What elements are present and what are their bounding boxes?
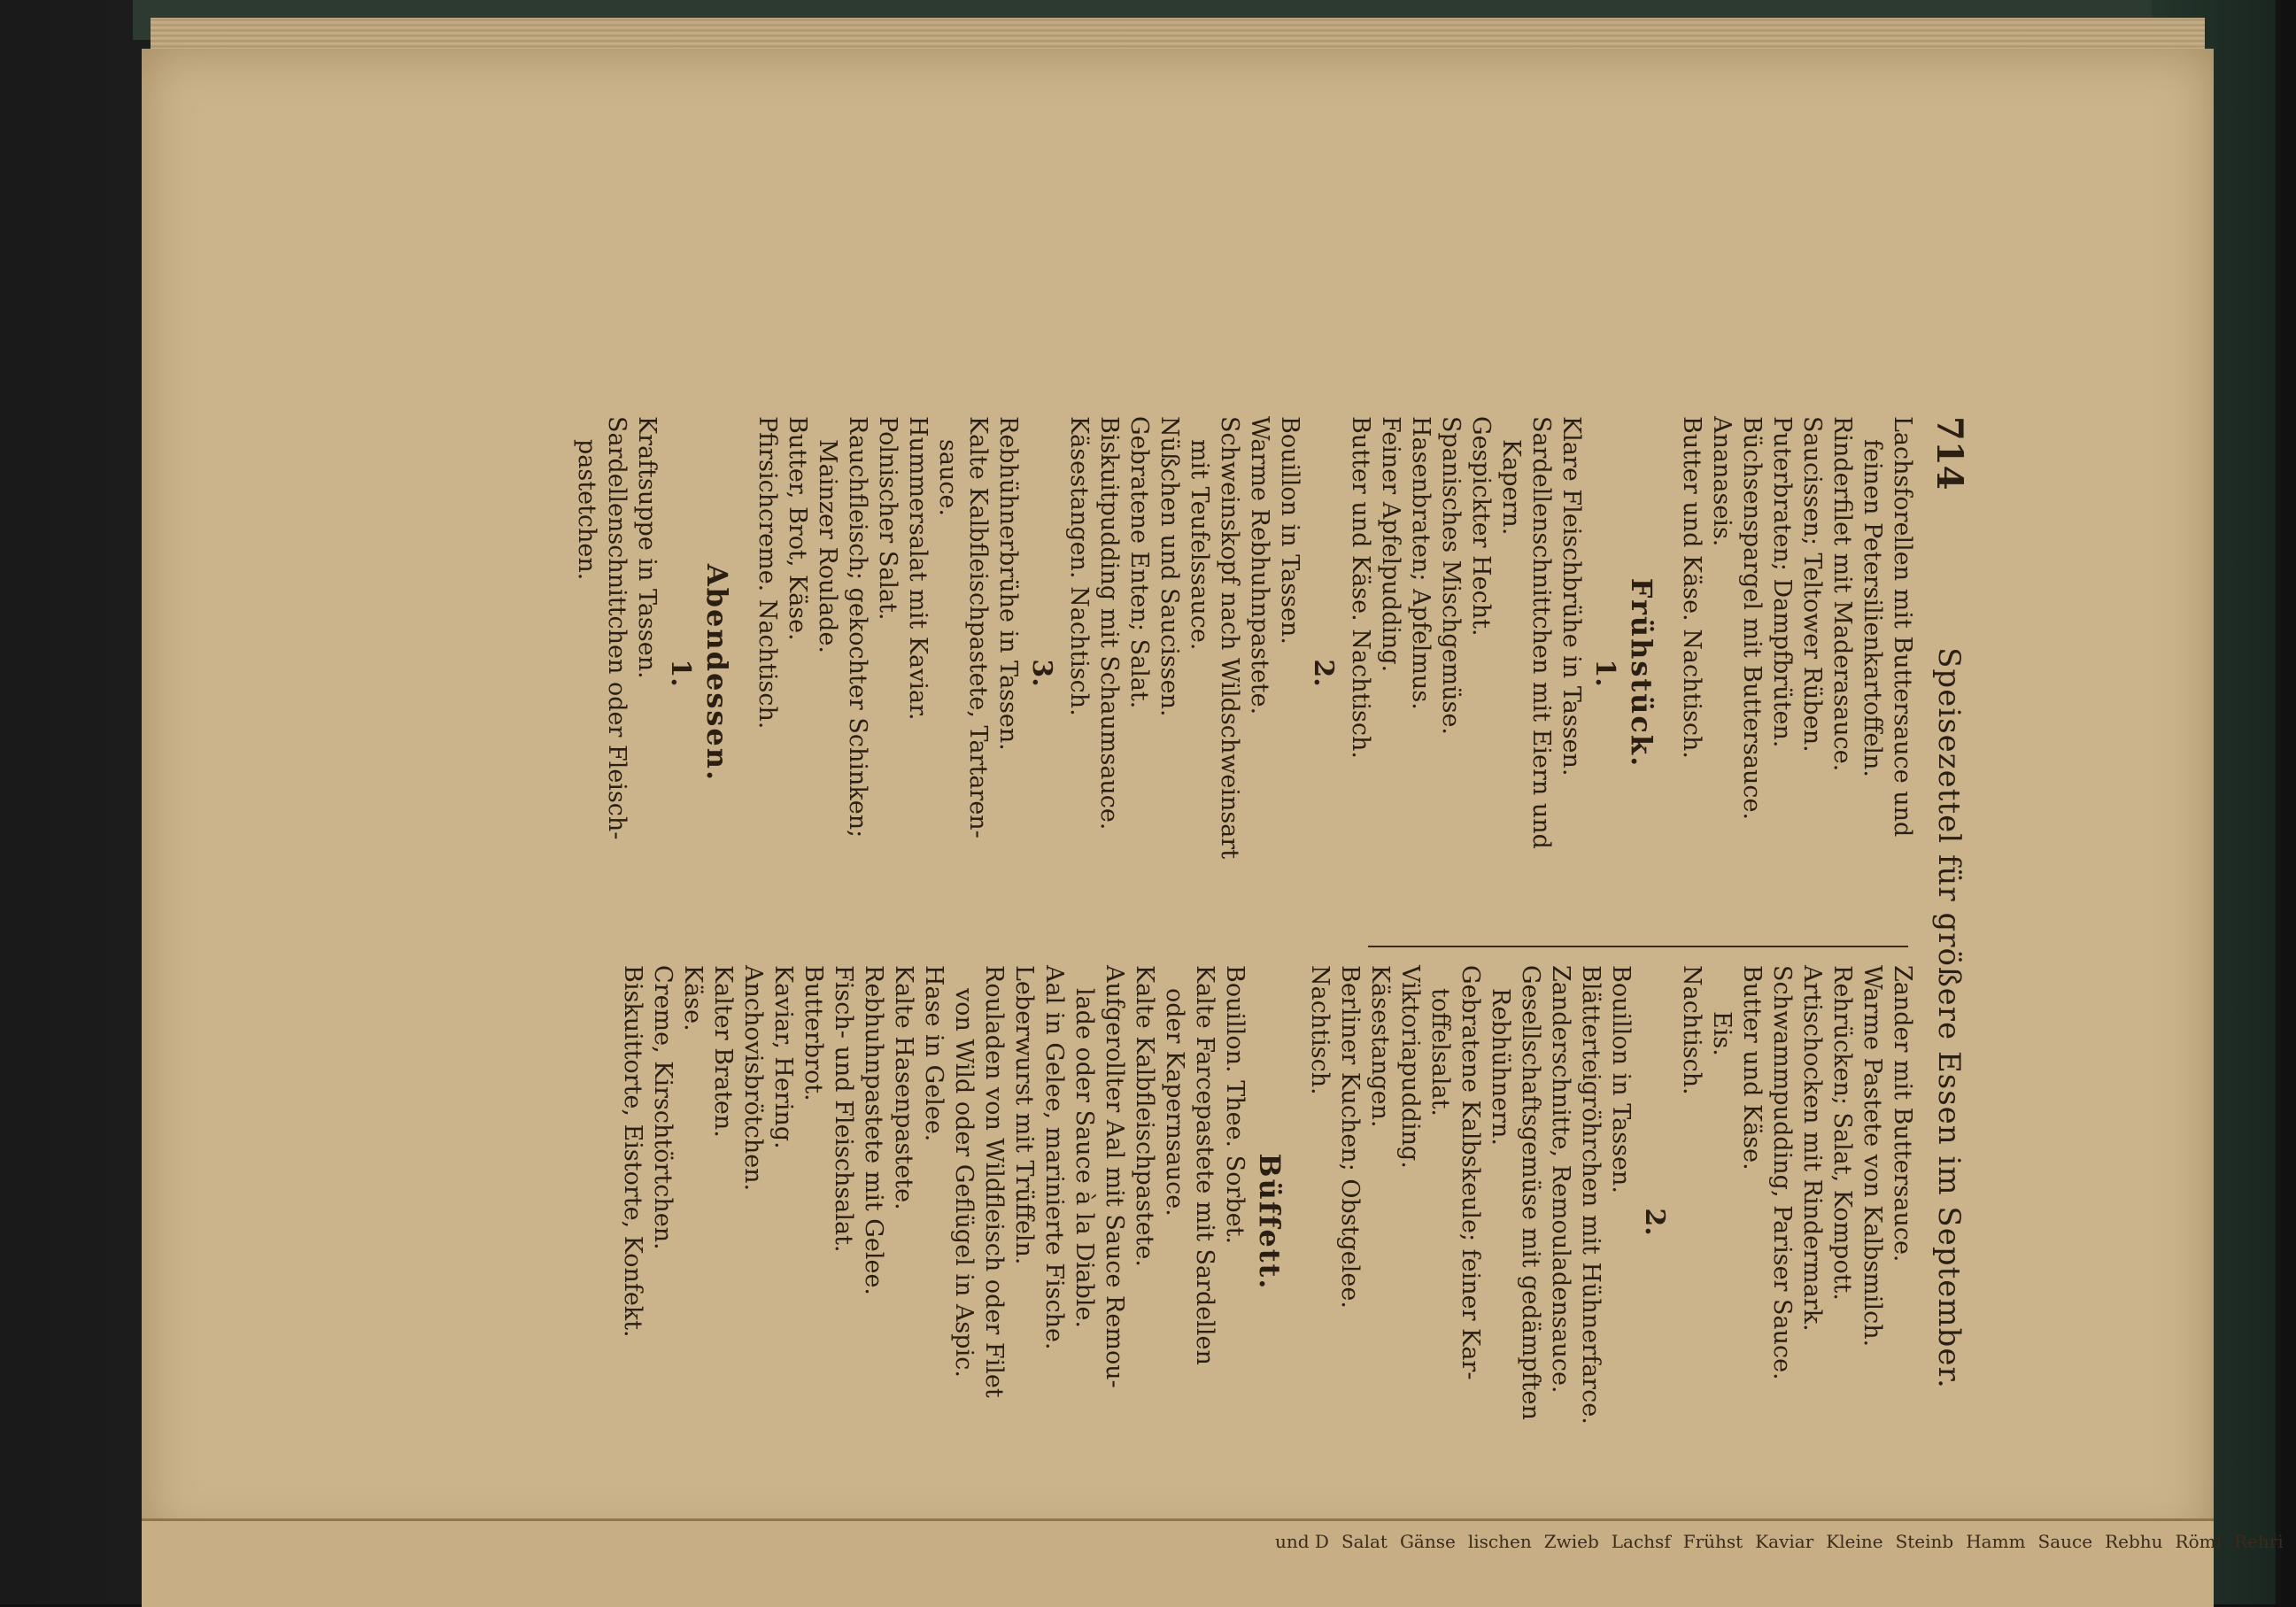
menu-line: mit Teufelssauce. (1186, 439, 1213, 651)
menu-line: Klare Fleischbrühe in Tassen. (1558, 416, 1585, 776)
menu-line: Rinderfilet mit Maderasauce. (1828, 416, 1856, 772)
menu-line: Eis. (1708, 1011, 1736, 1056)
menu-line: Butter und Käse. Nachtisch. (1678, 416, 1705, 759)
menu-line: Gebratene Kalbskeule; feiner Kar- (1457, 965, 1484, 1380)
menu-line: Käsestangen. Nachtisch. (1065, 416, 1093, 716)
bueffet-items (617, 965, 1249, 1479)
menu-line: Aufgerollter Aal mit Sauce Remou- (1101, 965, 1128, 1388)
menu-line: Rouladen von Wildfleisch oder Filet (980, 965, 1008, 1398)
menu-line: Warme Rebhuhnpastete. (1246, 416, 1273, 715)
menu-line: Bouillon. Thee. Sorbet. (1221, 965, 1248, 1245)
menu-line: Mainzer Roulade. (814, 439, 841, 654)
running-head-title: Speisezettel für größere Essen im September. (1931, 647, 1967, 1389)
menu-line: Nüßchen und Saucissen. (1156, 416, 1183, 717)
menu-line: Berliner Kuchen; Obstgelee. (1336, 965, 1364, 1309)
menu-line: Büchsenspargel mit Buttersauce. (1738, 416, 1766, 821)
next-page-word: Gänse (1399, 1531, 1456, 1552)
fruehstueck-1-items (1345, 416, 1586, 930)
next-page-word: und D (1275, 1531, 1329, 1552)
menu-line: Zanderschnitte, Remouladensauce. (1547, 965, 1574, 1394)
next-page-word: Lachsf (1611, 1531, 1671, 1552)
next-page-word: Rehri (2234, 1531, 2284, 1552)
fruehstueck-3-items (752, 416, 1023, 930)
menu-number: 1. (1589, 659, 1620, 687)
next-page-word: lischen (1467, 1531, 1532, 1552)
menu-2-items (1304, 965, 1635, 1479)
menu-line: Schwammpudding, Pariser Sauce. (1768, 965, 1796, 1380)
section-heading-fruehstueck: Frühstück. (1625, 577, 1658, 769)
column-divider (1368, 946, 1908, 947)
menu-line: Butterbrot. (800, 965, 827, 1101)
section-heading-abendessen: Abendessen. (700, 563, 734, 783)
menu-line: Nachtisch. (1306, 965, 1334, 1095)
menu-line: von Wild oder Geflügel in Aspic. (950, 988, 978, 1378)
menu-line: Nachtisch. (1678, 965, 1705, 1095)
menu-line: lade oder Sauce à la Diable. (1071, 988, 1098, 1329)
menu-line: feinen Petersilienkartoffeln. (1859, 439, 1886, 777)
menu-line: Kalte Farcepastete mit Sardellen (1191, 965, 1218, 1365)
menu-line: Anchovisbrötchen. (739, 965, 767, 1192)
next-page-word: Sauce (2037, 1531, 2093, 1552)
fruehstueck-2-items (1063, 416, 1304, 930)
menu-line: oder Kapernsauce. (1161, 988, 1188, 1217)
menu-line: sauce. (934, 439, 962, 517)
next-page-text (1275, 1530, 2284, 1553)
menu-line: Rebhühnern. (1487, 988, 1514, 1147)
menu-line: Kalte Hasenpastete. (890, 965, 917, 1210)
left-intro (1676, 416, 1917, 930)
menu-line: Biskuittorte, Eistorte, Konfekt. (619, 965, 646, 1338)
menu-line: Rebhuhnpastete mit Gelee. (860, 965, 887, 1296)
page-number: 714 (1929, 416, 1970, 491)
menu-line: Creme, Kirschtörtchen. (649, 965, 676, 1250)
menu-line: Käse. (679, 965, 707, 1031)
menu-line: toffelsalat. (1426, 988, 1454, 1117)
left-column (571, 416, 1917, 930)
next-page-fragment (142, 1518, 2284, 1607)
menu-line: Viktoriapudding. (1396, 965, 1424, 1169)
menu-line: Käsestangen. (1366, 965, 1394, 1128)
menu-line: Puterbraten; Dampfbrüten. (1768, 416, 1796, 748)
next-page-word: Frühst (1682, 1531, 1743, 1552)
menu-line: Lachsforellen mit Buttersauce und (1889, 416, 1916, 838)
menu-line: Spanisches Mischgemüse. (1437, 416, 1465, 736)
menu-line: Leberwurst mit Trüffeln. (1010, 965, 1038, 1265)
running-head (1917, 416, 1970, 1514)
menu-line: Fisch- und Fleischsalat. (830, 965, 857, 1253)
menu-line: Bouillon in Tassen. (1276, 416, 1303, 645)
right-column (617, 965, 1917, 1479)
right-intro (1676, 965, 1917, 1479)
menu-line: Gebratene Enten; Salat. (1125, 416, 1153, 709)
menu-line: Butter, Brot, Käse. (784, 416, 811, 641)
menu-line: Warme Pastete von Kalbsmilch. (1859, 965, 1886, 1348)
next-page-word: Kaviar (1755, 1531, 1814, 1552)
menu-line: Schweinskopf nach Wildschweinsart (1216, 416, 1243, 860)
menu-line: Kalte Kalbfleischpastete. (1131, 965, 1158, 1267)
menu-line: Aal in Gelee, marinierte Fische. (1040, 965, 1068, 1350)
menu-line: Butter und Käse. Nachtisch. (1347, 416, 1374, 759)
menu-line: Bouillon in Tassen. (1607, 965, 1635, 1194)
menu-number: 1. (665, 659, 696, 687)
menu-line: Ananaseis. (1708, 416, 1736, 547)
next-page-word: Römi (2175, 1531, 2222, 1552)
menu-number: 3. (1026, 659, 1057, 687)
abendessen-1-items (571, 416, 661, 930)
menu-line: Polnischer Salat. (874, 416, 901, 621)
menu-line: Kalte Kalbfleischpastete, Tartaren- (964, 416, 992, 838)
menu-line: Kalter Braten. (709, 965, 737, 1138)
next-page-word: Zwieb (1543, 1531, 1599, 1552)
menu-line: Kaviar, Hering. (769, 965, 797, 1149)
menu-line: Pfirsichcreme. Nachtisch. (754, 416, 781, 730)
menu-line: Rauchfleisch; gekochter Schinken; (844, 416, 871, 838)
next-page-word: Hamm (1966, 1531, 2026, 1552)
menu-line: Rehrücken; Salat, Kompott. (1828, 965, 1856, 1301)
menu-line: Zander mit Buttersauce. (1889, 965, 1916, 1263)
menu-line: Hasenbraten; Apfelmus. (1407, 416, 1434, 710)
next-page-lines (1275, 1531, 2296, 1552)
menu-number: 2. (1639, 1208, 1670, 1236)
menu-line: Biskuitpudding mit Schaumsauce. (1095, 416, 1123, 831)
menu-line: Kraftsuppe in Tassen. (633, 416, 661, 679)
menu-line: Artischocken mit Rindermark. (1798, 965, 1826, 1332)
next-page-word: Steinb (1895, 1531, 1954, 1552)
next-page-word: Rebhu (2105, 1531, 2163, 1552)
menu-line: Rebhühnerbrühe in Tassen. (994, 416, 1022, 751)
page-text-block (305, 416, 1970, 1514)
menu-line: Feiner Apfelpudding. (1377, 416, 1404, 673)
menu-line: Sardellenschnittchen mit Eiern und (1527, 416, 1555, 849)
menu-line: Blätterteigröhrchen mit Hühnerfarce. (1577, 965, 1604, 1425)
menu-line: Saucissen; Teltower Rüben. (1798, 416, 1826, 753)
menu-line: Hummersalat mit Kaviar. (904, 416, 932, 721)
next-page-word: Salat (1341, 1531, 1388, 1552)
menu-line: Butter und Käse. (1738, 965, 1766, 1170)
menu-line: pastetchen. (573, 439, 600, 581)
menu-number: 2. (1308, 659, 1339, 687)
menu-line: Gesellschaftsgemüse mit gedämpften (1517, 965, 1544, 1420)
menu-line: Kapern. (1497, 439, 1525, 536)
menu-line: Gespickter Hecht. (1467, 416, 1495, 637)
menu-line: Sardellenschnittchen oder Fleisch- (603, 416, 630, 840)
section-heading-bueffet: Büffett. (1253, 1153, 1287, 1291)
next-page-word: Kleine (1826, 1531, 1883, 1552)
menu-line: Hase in Gelee. (920, 965, 947, 1142)
